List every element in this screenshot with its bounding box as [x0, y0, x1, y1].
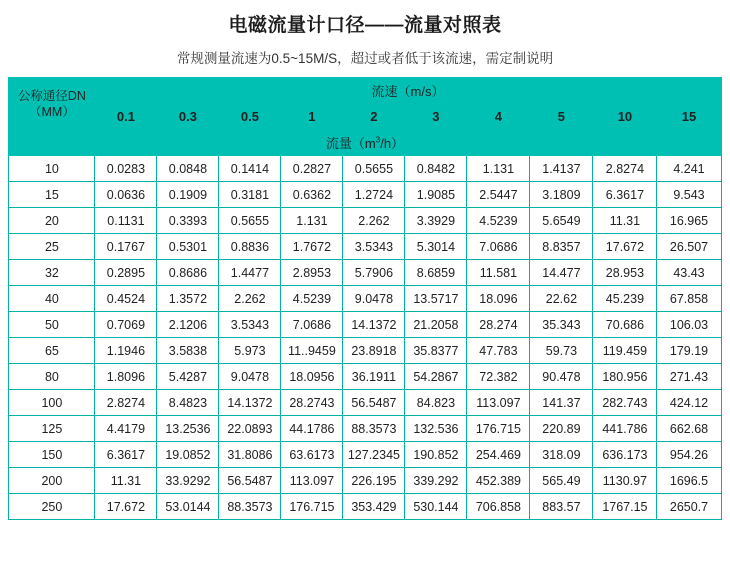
cell-value: 113.097 — [467, 390, 530, 416]
cell-value: 0.2827 — [281, 156, 343, 182]
cell-value: 0.3181 — [219, 182, 281, 208]
cell-value: 3.3929 — [405, 208, 467, 234]
cell-value: 7.0686 — [467, 234, 530, 260]
cell-value: 17.672 — [95, 494, 157, 520]
cell-value: 1.3572 — [157, 286, 219, 312]
cell-value: 70.686 — [593, 312, 657, 338]
cell-value: 179.19 — [657, 338, 721, 364]
cell-value: 220.89 — [530, 416, 593, 442]
header-row-speed-title — [9, 78, 721, 104]
cell-dn: 200 — [9, 468, 95, 494]
cell-value: 2.1206 — [157, 312, 219, 338]
cell-value: 119.459 — [593, 338, 657, 364]
cell-value: 13.2536 — [157, 416, 219, 442]
cell-value: 11.581 — [467, 260, 530, 286]
cell-value: 0.8836 — [219, 234, 281, 260]
cell-value: 14.477 — [530, 260, 593, 286]
cell-value: 0.2895 — [95, 260, 157, 286]
cell-value: 5.3014 — [405, 234, 467, 260]
cell-value: 35.343 — [530, 312, 593, 338]
cell-dn: 125 — [9, 416, 95, 442]
cell-value: 53.0144 — [157, 494, 219, 520]
header-flow-sup: 3 — [375, 135, 381, 145]
cell-value: 2.262 — [219, 286, 281, 312]
cell-dn: 10 — [9, 156, 95, 182]
table-row — [9, 156, 721, 182]
cell-value: 0.3393 — [157, 208, 219, 234]
cell-value: 1.131 — [281, 208, 343, 234]
cell-value: 1.7672 — [281, 234, 343, 260]
cell-value: 441.786 — [593, 416, 657, 442]
cell-value: 84.823 — [405, 390, 467, 416]
header-dn-line2: （MM） — [29, 104, 75, 119]
cell-value: 31.8086 — [219, 442, 281, 468]
cell-value: 0.8482 — [405, 156, 467, 182]
cell-value: 63.6173 — [281, 442, 343, 468]
cell-value: 26.507 — [657, 234, 721, 260]
cell-value: 1767.15 — [593, 494, 657, 520]
cell-value: 353.429 — [343, 494, 405, 520]
header-flow-title — [9, 130, 721, 156]
cell-value: 18.0956 — [281, 364, 343, 390]
cell-value: 72.382 — [467, 364, 530, 390]
header-speed-1: 0.3 — [157, 104, 219, 130]
header-speed-4: 2 — [343, 104, 405, 130]
cell-dn: 40 — [9, 286, 95, 312]
cell-value: 254.469 — [467, 442, 530, 468]
table-row — [9, 416, 721, 442]
cell-value: 530.144 — [405, 494, 467, 520]
cell-value: 18.096 — [467, 286, 530, 312]
cell-dn: 20 — [9, 208, 95, 234]
cell-value: 0.8686 — [157, 260, 219, 286]
cell-value: 113.097 — [281, 468, 343, 494]
cell-value: 282.743 — [593, 390, 657, 416]
cell-dn: 50 — [9, 312, 95, 338]
cell-value: 9.0478 — [343, 286, 405, 312]
cell-value: 954.26 — [657, 442, 721, 468]
page-title: 电磁流量计口径——流量对照表 — [228, 15, 502, 36]
cell-value: 5.7906 — [343, 260, 405, 286]
cell-value: 3.5838 — [157, 338, 219, 364]
cell-value: 1.2724 — [343, 182, 405, 208]
cell-value: 11.31 — [95, 468, 157, 494]
cell-value: 0.1131 — [95, 208, 157, 234]
cell-value: 190.852 — [405, 442, 467, 468]
table-row — [9, 364, 721, 390]
header-flow-suffix: /h） — [380, 136, 405, 151]
cell-value: 9.0478 — [219, 364, 281, 390]
cell-dn: 250 — [9, 494, 95, 520]
cell-value: 1.1946 — [95, 338, 157, 364]
cell-value: 19.0852 — [157, 442, 219, 468]
cell-value: 706.858 — [467, 494, 530, 520]
cell-value: 35.8377 — [405, 338, 467, 364]
cell-value: 7.0686 — [281, 312, 343, 338]
cell-value: 45.239 — [593, 286, 657, 312]
cell-value: 4.5239 — [467, 208, 530, 234]
cell-value: 0.1909 — [157, 182, 219, 208]
cell-value: 28.2743 — [281, 390, 343, 416]
cell-value: 88.3573 — [219, 494, 281, 520]
cell-value: 176.715 — [467, 416, 530, 442]
cell-value: 2.8953 — [281, 260, 343, 286]
cell-value: 21.2058 — [405, 312, 467, 338]
cell-value: 16.965 — [657, 208, 721, 234]
cell-value: 0.1414 — [219, 156, 281, 182]
header-row-flow-title — [9, 130, 721, 156]
cell-value: 43.43 — [657, 260, 721, 286]
table-row — [9, 442, 721, 468]
cell-value: 13.5717 — [405, 286, 467, 312]
page-subtitle: 常规测量流速为0.5~15M/S，超过或者低于该流速，需定制说明 — [176, 51, 554, 66]
cell-value: 0.5655 — [343, 156, 405, 182]
cell-value: 0.7069 — [95, 312, 157, 338]
cell-value: 0.1767 — [95, 234, 157, 260]
cell-value: 176.715 — [281, 494, 343, 520]
cell-value: 6.3617 — [593, 182, 657, 208]
cell-value: 565.49 — [530, 468, 593, 494]
cell-value: 36.1911 — [343, 364, 405, 390]
table-body — [9, 156, 721, 520]
cell-value: 3.5343 — [219, 312, 281, 338]
cell-value: 9.543 — [657, 182, 721, 208]
header-speed-title: 流速（m/s） — [95, 78, 721, 104]
table-row — [9, 182, 721, 208]
cell-value: 2.5447 — [467, 182, 530, 208]
cell-value: 141.37 — [530, 390, 593, 416]
cell-value: 4.241 — [657, 156, 721, 182]
cell-value: 33.9292 — [157, 468, 219, 494]
cell-value: 56.5487 — [219, 468, 281, 494]
cell-value: 23.8918 — [343, 338, 405, 364]
cell-value: 11..9459 — [281, 338, 343, 364]
cell-value: 339.292 — [405, 468, 467, 494]
cell-value: 0.0848 — [157, 156, 219, 182]
table-row — [9, 312, 721, 338]
table-row — [9, 494, 721, 520]
cell-value: 106.03 — [657, 312, 721, 338]
cell-dn: 32 — [9, 260, 95, 286]
cell-value: 1.9085 — [405, 182, 467, 208]
cell-value: 14.1372 — [219, 390, 281, 416]
cell-value: 14.1372 — [343, 312, 405, 338]
cell-value: 3.1809 — [530, 182, 593, 208]
cell-dn: 15 — [9, 182, 95, 208]
cell-value: 1.131 — [467, 156, 530, 182]
header-dn-line1: 公称通径DN — [17, 88, 86, 103]
cell-value: 636.173 — [593, 442, 657, 468]
cell-value: 1130.97 — [593, 468, 657, 494]
header-speed-0: 0.1 — [95, 104, 157, 130]
cell-value: 180.956 — [593, 364, 657, 390]
cell-value: 56.5487 — [343, 390, 405, 416]
cell-value: 5.6549 — [530, 208, 593, 234]
flow-comparison-table — [8, 77, 721, 520]
cell-value: 88.3573 — [343, 416, 405, 442]
cell-value: 8.4823 — [157, 390, 219, 416]
table-row — [9, 468, 721, 494]
cell-value: 90.478 — [530, 364, 593, 390]
cell-value: 452.389 — [467, 468, 530, 494]
cell-value: 2.8274 — [95, 390, 157, 416]
cell-value: 883.57 — [530, 494, 593, 520]
cell-value: 1.8096 — [95, 364, 157, 390]
cell-value: 0.4524 — [95, 286, 157, 312]
cell-value: 1.4477 — [219, 260, 281, 286]
cell-value: 47.783 — [467, 338, 530, 364]
cell-value: 4.4179 — [95, 416, 157, 442]
cell-value: 44.1786 — [281, 416, 343, 442]
cell-value: 2650.7 — [657, 494, 721, 520]
cell-value: 318.09 — [530, 442, 593, 468]
header-speed-7: 5 — [530, 104, 593, 130]
cell-value: 17.672 — [593, 234, 657, 260]
cell-value: 271.43 — [657, 364, 721, 390]
cell-value: 6.3617 — [95, 442, 157, 468]
table-row — [9, 260, 721, 286]
header-speed-5: 3 — [405, 104, 467, 130]
cell-value: 28.274 — [467, 312, 530, 338]
cell-value: 0.0636 — [95, 182, 157, 208]
cell-value: 22.62 — [530, 286, 593, 312]
table-row — [9, 390, 721, 416]
cell-dn: 150 — [9, 442, 95, 468]
cell-dn: 25 — [9, 234, 95, 260]
cell-value: 8.8357 — [530, 234, 593, 260]
cell-value: 0.5655 — [219, 208, 281, 234]
cell-value: 67.858 — [657, 286, 721, 312]
cell-value: 11.31 — [593, 208, 657, 234]
header-speed-3: 1 — [281, 104, 343, 130]
header-speed-6: 4 — [467, 104, 530, 130]
cell-dn: 65 — [9, 338, 95, 364]
header-dn — [9, 78, 95, 130]
cell-value: 3.5343 — [343, 234, 405, 260]
table-header — [9, 78, 721, 156]
table-row — [9, 286, 721, 312]
header-speed-8: 10 — [593, 104, 657, 130]
cell-value: 132.536 — [405, 416, 467, 442]
cell-value: 424.12 — [657, 390, 721, 416]
header-speed-2: 0.5 — [219, 104, 281, 130]
cell-value: 1.4137 — [530, 156, 593, 182]
cell-value: 54.2867 — [405, 364, 467, 390]
cell-value: 2.262 — [343, 208, 405, 234]
cell-value: 4.5239 — [281, 286, 343, 312]
cell-value: 8.6859 — [405, 260, 467, 286]
cell-value: 127.2345 — [343, 442, 405, 468]
cell-value: 1696.5 — [657, 468, 721, 494]
header-row-speed-values — [9, 104, 721, 130]
cell-value: 226.195 — [343, 468, 405, 494]
cell-value: 2.8274 — [593, 156, 657, 182]
header-flow-prefix: 流量（m — [325, 136, 376, 151]
header-speed-9: 15 — [657, 104, 721, 130]
cell-value: 0.0283 — [95, 156, 157, 182]
cell-value: 59.73 — [530, 338, 593, 364]
cell-value: 22.0893 — [219, 416, 281, 442]
cell-value: 5.4287 — [157, 364, 219, 390]
table-row — [9, 208, 721, 234]
cell-value: 0.6362 — [281, 182, 343, 208]
cell-value: 28.953 — [593, 260, 657, 286]
cell-dn: 80 — [9, 364, 95, 390]
table-row — [9, 338, 721, 364]
cell-value: 0.5301 — [157, 234, 219, 260]
table-row — [9, 234, 721, 260]
cell-value: 662.68 — [657, 416, 721, 442]
cell-dn: 100 — [9, 390, 95, 416]
cell-value: 5.973 — [219, 338, 281, 364]
